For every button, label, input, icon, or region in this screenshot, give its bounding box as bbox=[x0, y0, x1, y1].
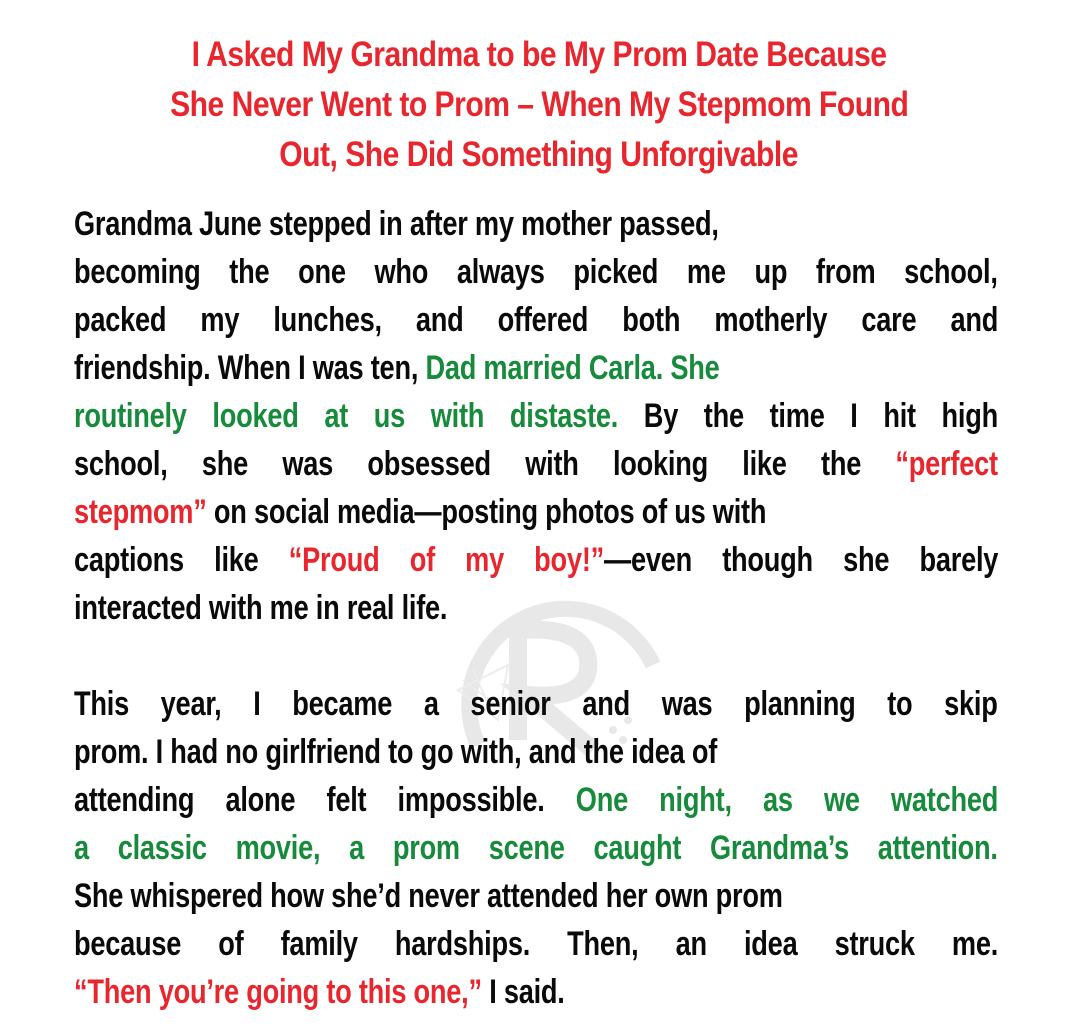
text-line-content bbox=[74, 344, 720, 392]
body-text: school, she was obsessed with looking like the bbox=[74, 445, 896, 483]
text-line-content bbox=[74, 536, 998, 584]
body-text: I said. bbox=[481, 973, 565, 1011]
text-line-content bbox=[74, 440, 998, 488]
text-line bbox=[74, 344, 998, 392]
text-line-content bbox=[74, 776, 998, 824]
text-line-content bbox=[74, 296, 998, 344]
text-line-content bbox=[74, 488, 766, 536]
text-line bbox=[74, 248, 998, 296]
story-body bbox=[74, 200, 998, 1016]
text-line-content bbox=[74, 872, 783, 920]
highlight-red-text: “perfect bbox=[895, 445, 998, 483]
body-text: interacted with me in real life. bbox=[74, 589, 448, 627]
body-text: By the time I hit high bbox=[618, 397, 998, 435]
paragraph-gap bbox=[74, 632, 998, 680]
paragraph bbox=[74, 680, 998, 1016]
text-line bbox=[74, 968, 998, 1016]
body-text: This year, I became a senior and was planning to skip bbox=[74, 685, 998, 723]
body-text: packed my lunches, and offered both motherly care and bbox=[74, 301, 999, 339]
highlight-green-text: Dad married Carla. She bbox=[425, 349, 720, 387]
text-line-content bbox=[74, 920, 998, 968]
body-text: attending alone felt impossible. bbox=[74, 781, 576, 819]
highlight-green-text: routinely looked at us with distaste. bbox=[74, 397, 619, 435]
text-line-content bbox=[74, 584, 447, 632]
article-title bbox=[40, 30, 1038, 180]
title-line-text: I Asked My Grandma to be My Prom Date Because bbox=[191, 35, 887, 74]
highlight-red-text: stepmom” bbox=[74, 493, 207, 531]
text-line-content bbox=[74, 728, 717, 776]
text-line bbox=[74, 488, 998, 536]
highlight-red-text: “Then you’re going to this one,” bbox=[74, 973, 482, 1011]
text-line bbox=[74, 920, 998, 968]
text-line bbox=[74, 200, 998, 248]
body-text: captions like bbox=[74, 541, 289, 579]
body-text: prom. I had no girlfriend to go with, and the idea of bbox=[74, 733, 718, 771]
text-line-content bbox=[74, 248, 998, 296]
text-line bbox=[74, 440, 998, 488]
text-line bbox=[74, 392, 998, 440]
title-line bbox=[40, 30, 1038, 80]
highlight-green-text: a classic movie, a prom scene caught Grandma’s attention. bbox=[74, 829, 998, 867]
text-line bbox=[74, 872, 998, 920]
text-line bbox=[74, 296, 998, 344]
paragraph bbox=[74, 200, 998, 632]
body-text: on social media—posting photos of us with bbox=[206, 493, 767, 531]
text-line-content bbox=[74, 200, 719, 248]
body-text: Grandma June stepped in after my mother passed, bbox=[74, 205, 719, 243]
highlight-red-text: “Proud of my boy!” bbox=[288, 541, 604, 579]
body-text: becoming the one who always picked me up from school, bbox=[74, 253, 998, 291]
text-line bbox=[74, 680, 998, 728]
body-text: because of family hardships. Then, an idea struck me. bbox=[74, 925, 999, 963]
text-line-content bbox=[74, 392, 998, 440]
title-line bbox=[40, 130, 1038, 180]
text-line bbox=[74, 728, 998, 776]
text-line-content bbox=[74, 968, 565, 1016]
title-line bbox=[40, 80, 1038, 130]
text-line bbox=[74, 536, 998, 584]
text-line-content bbox=[74, 824, 998, 872]
title-line-text: Out, She Did Something Unforgivable bbox=[279, 135, 799, 174]
text-line bbox=[74, 776, 998, 824]
text-line bbox=[74, 584, 998, 632]
body-text: She whispered how she’d never attended her own prom bbox=[74, 877, 783, 915]
body-text: friendship. When I was ten, bbox=[74, 349, 426, 387]
text-line-content bbox=[74, 680, 998, 728]
body-text: —even though she barely bbox=[604, 541, 999, 579]
text-line bbox=[74, 824, 998, 872]
highlight-green-text: One night, as we watched bbox=[575, 781, 999, 819]
title-line-text: She Never Went to Prom – When My Stepmom Found bbox=[169, 85, 909, 124]
